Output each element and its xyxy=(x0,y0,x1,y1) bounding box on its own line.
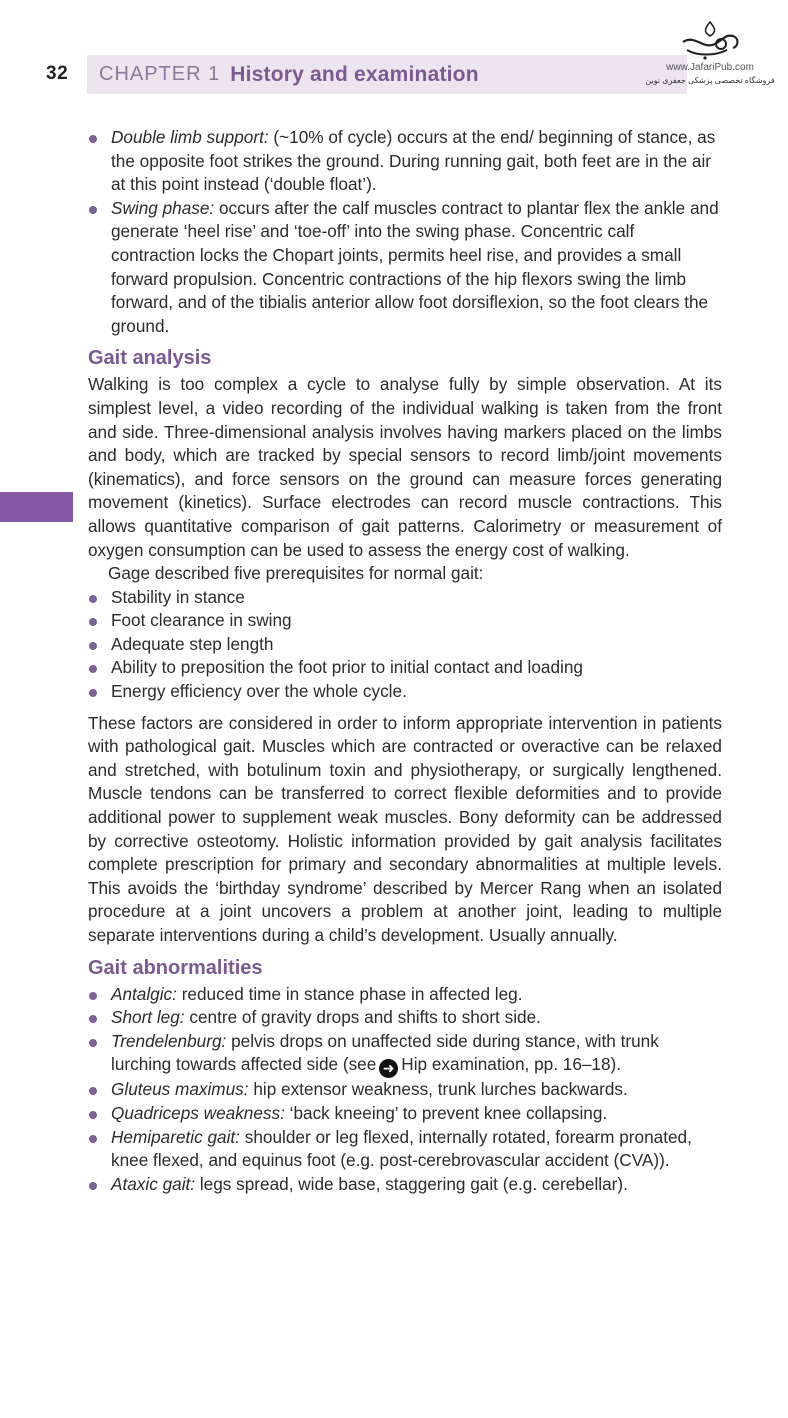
list-item-text: shoulder or leg flexed, internally rotated, forearm pronated, knee flexed, and equinus foot (e.g. post-cerebrovascular accident (CVA)). xyxy=(111,1126,692,1171)
list-item-text: centre of gravity drops and shifts to short side. xyxy=(184,1007,541,1028)
list-item-term: Trendelenburg: xyxy=(111,1030,227,1051)
list-item-term: Hemiparetic gait: xyxy=(111,1126,240,1147)
publisher-watermark xyxy=(640,20,780,95)
list-item-text: (~10% of cycle) occurs at the end/ beginning of stance, as the opposite foot strikes the ground. During running gait, both feet are in the air at this point instead (‘double float’). xyxy=(111,127,716,195)
bullet-icon xyxy=(89,992,97,1000)
list-item-term: Short leg: xyxy=(111,1007,185,1028)
page-body xyxy=(88,126,722,1196)
prerequisites-list xyxy=(88,586,722,704)
list-item xyxy=(88,1126,722,1173)
page-number: 32 xyxy=(46,63,69,84)
bullet-icon xyxy=(89,642,97,650)
list-item xyxy=(88,1030,722,1079)
bullet-icon xyxy=(89,135,97,143)
list-item-text: Adequate step length xyxy=(111,633,274,654)
list-item xyxy=(88,586,722,610)
gait-phase-list xyxy=(88,126,722,338)
bullet-icon xyxy=(89,1087,97,1095)
bullet-icon xyxy=(89,1135,97,1143)
list-item xyxy=(88,609,722,633)
list-item-text: Foot clearance in swing xyxy=(111,610,292,631)
list-item-text: Energy efficiency over the whole cycle. xyxy=(111,681,407,702)
bullet-icon xyxy=(89,1111,97,1119)
section-heading-gait-analysis: Gait analysis xyxy=(88,347,212,370)
list-item xyxy=(88,1102,722,1126)
list-item xyxy=(88,126,722,197)
list-item-term: Gluteus maximus: xyxy=(111,1079,249,1100)
chapter-label: CHAPTER 1 xyxy=(99,63,221,85)
section-heading-gait-abnormalities: Gait abnormalities xyxy=(88,956,263,979)
intervention-paragraph: These factors are considered in order to inform appropriate intervention in patients with pathological gait. Muscles which are contracted or overactive can be relaxed and stretched, with botulinum toxin and physiotherapy, or surgically lengthened. Muscle tendons can be transferred to correct flexible deformities and to provide additional power to supplement weak muscles. Bony deformity can be addressed by corrective osteotomy. Holistic information provided by gait analysis facilitates complete prescription for primary and secondary abnormalities at multiple levels. This avoids the ‘birthday syndrome’ described by Mercer Rang when an isolated procedure at a joint uncovers a problem at another joint, leading to multiple separate interventions during a child’s development. Usually annually. xyxy=(88,712,722,945)
list-item xyxy=(88,197,722,339)
gait-abnormalities-list xyxy=(88,983,722,1197)
list-item-text: ‘back kneeing’ to prevent knee collapsing. xyxy=(284,1102,608,1123)
list-item-text: legs spread, wide base, staggering gait (e.g. cerebellar). xyxy=(195,1173,628,1194)
list-item xyxy=(88,1006,722,1030)
list-item-text: pelvis drops on unaffected side during stance, with trunk lurching towards affected side (see xyxy=(111,1030,659,1075)
bullet-icon xyxy=(89,665,97,673)
list-item xyxy=(88,656,722,680)
list-item xyxy=(88,633,722,657)
list-item-term: Swing phase: xyxy=(111,197,215,218)
watermark-url: www.JafariPub.com xyxy=(666,62,754,73)
list-item xyxy=(88,1078,722,1102)
watermark-subtitle: فروشگاه تخصصی پزشکی جعفری نوین xyxy=(645,76,775,85)
bullet-icon xyxy=(89,1039,97,1047)
arrow-right-circle-icon[interactable]: ➜ xyxy=(379,1059,398,1078)
bullet-icon xyxy=(89,595,97,603)
list-item-term: Ataxic gait: xyxy=(111,1173,196,1194)
bullet-icon xyxy=(89,1182,97,1190)
list-item-text: reduced time in stance phase in affected leg. xyxy=(176,983,523,1004)
list-item-term: Antalgic: xyxy=(111,983,177,1004)
list-item xyxy=(88,680,722,704)
chapter-title: History and examination xyxy=(230,62,479,86)
calligraphy-logo-icon xyxy=(675,20,745,62)
cross-reference-link[interactable]: Hip examination, pp. 16–18). xyxy=(401,1054,622,1075)
list-item-text: hip extensor weakness, trunk lurches backwards. xyxy=(248,1079,628,1100)
list-item xyxy=(88,983,722,1007)
bullet-icon xyxy=(89,1015,97,1023)
list-item-term: Quadriceps weakness: xyxy=(111,1102,285,1123)
list-item-text: Stability in stance xyxy=(111,586,245,607)
list-item xyxy=(88,1173,722,1197)
running-header xyxy=(87,55,687,94)
bullet-icon xyxy=(89,689,97,697)
gait-analysis-paragraph: Walking is too complex a cycle to analyse fully by simple observation. At its simplest level, a video recording of the individual walking is taken from the front and side. Three-dimensional analysis involves having markers placed on the limbs and body, which are tracked by special sensors to record limb/joint movements (kinematics), and force sensors on the ground can measure forces generating movement (kinetics). Surface electrodes can record muscle contractions. This allows quantitative comparison of gait patterns. Calorimetry or measurement of oxygen consumption can be used to assess the energy cost of walking. xyxy=(88,374,722,560)
list-item-text: occurs after the calf muscles contract to plantar flex the ankle and generate ‘heel rise’ and ‘toe-off’ into the swing phase. Concentric calf contraction locks the Chopart joints, permits heel rise, and provides a small forward propulsion. Concentric contractions of the hip flexors swing the limb forward, and of the tibialis anterior allow foot dorsiflexion, so the foot clears the ground. xyxy=(111,197,719,336)
bullet-icon xyxy=(89,618,97,626)
list-item-term: Double limb support: xyxy=(111,127,269,147)
chapter-thumb-tab xyxy=(0,492,73,522)
prerequisites-intro: Gage described five prerequisites for normal gait: xyxy=(108,563,484,584)
bullet-icon xyxy=(89,206,97,214)
list-item-text: Ability to preposition the foot prior to initial contact and loading xyxy=(111,657,583,678)
